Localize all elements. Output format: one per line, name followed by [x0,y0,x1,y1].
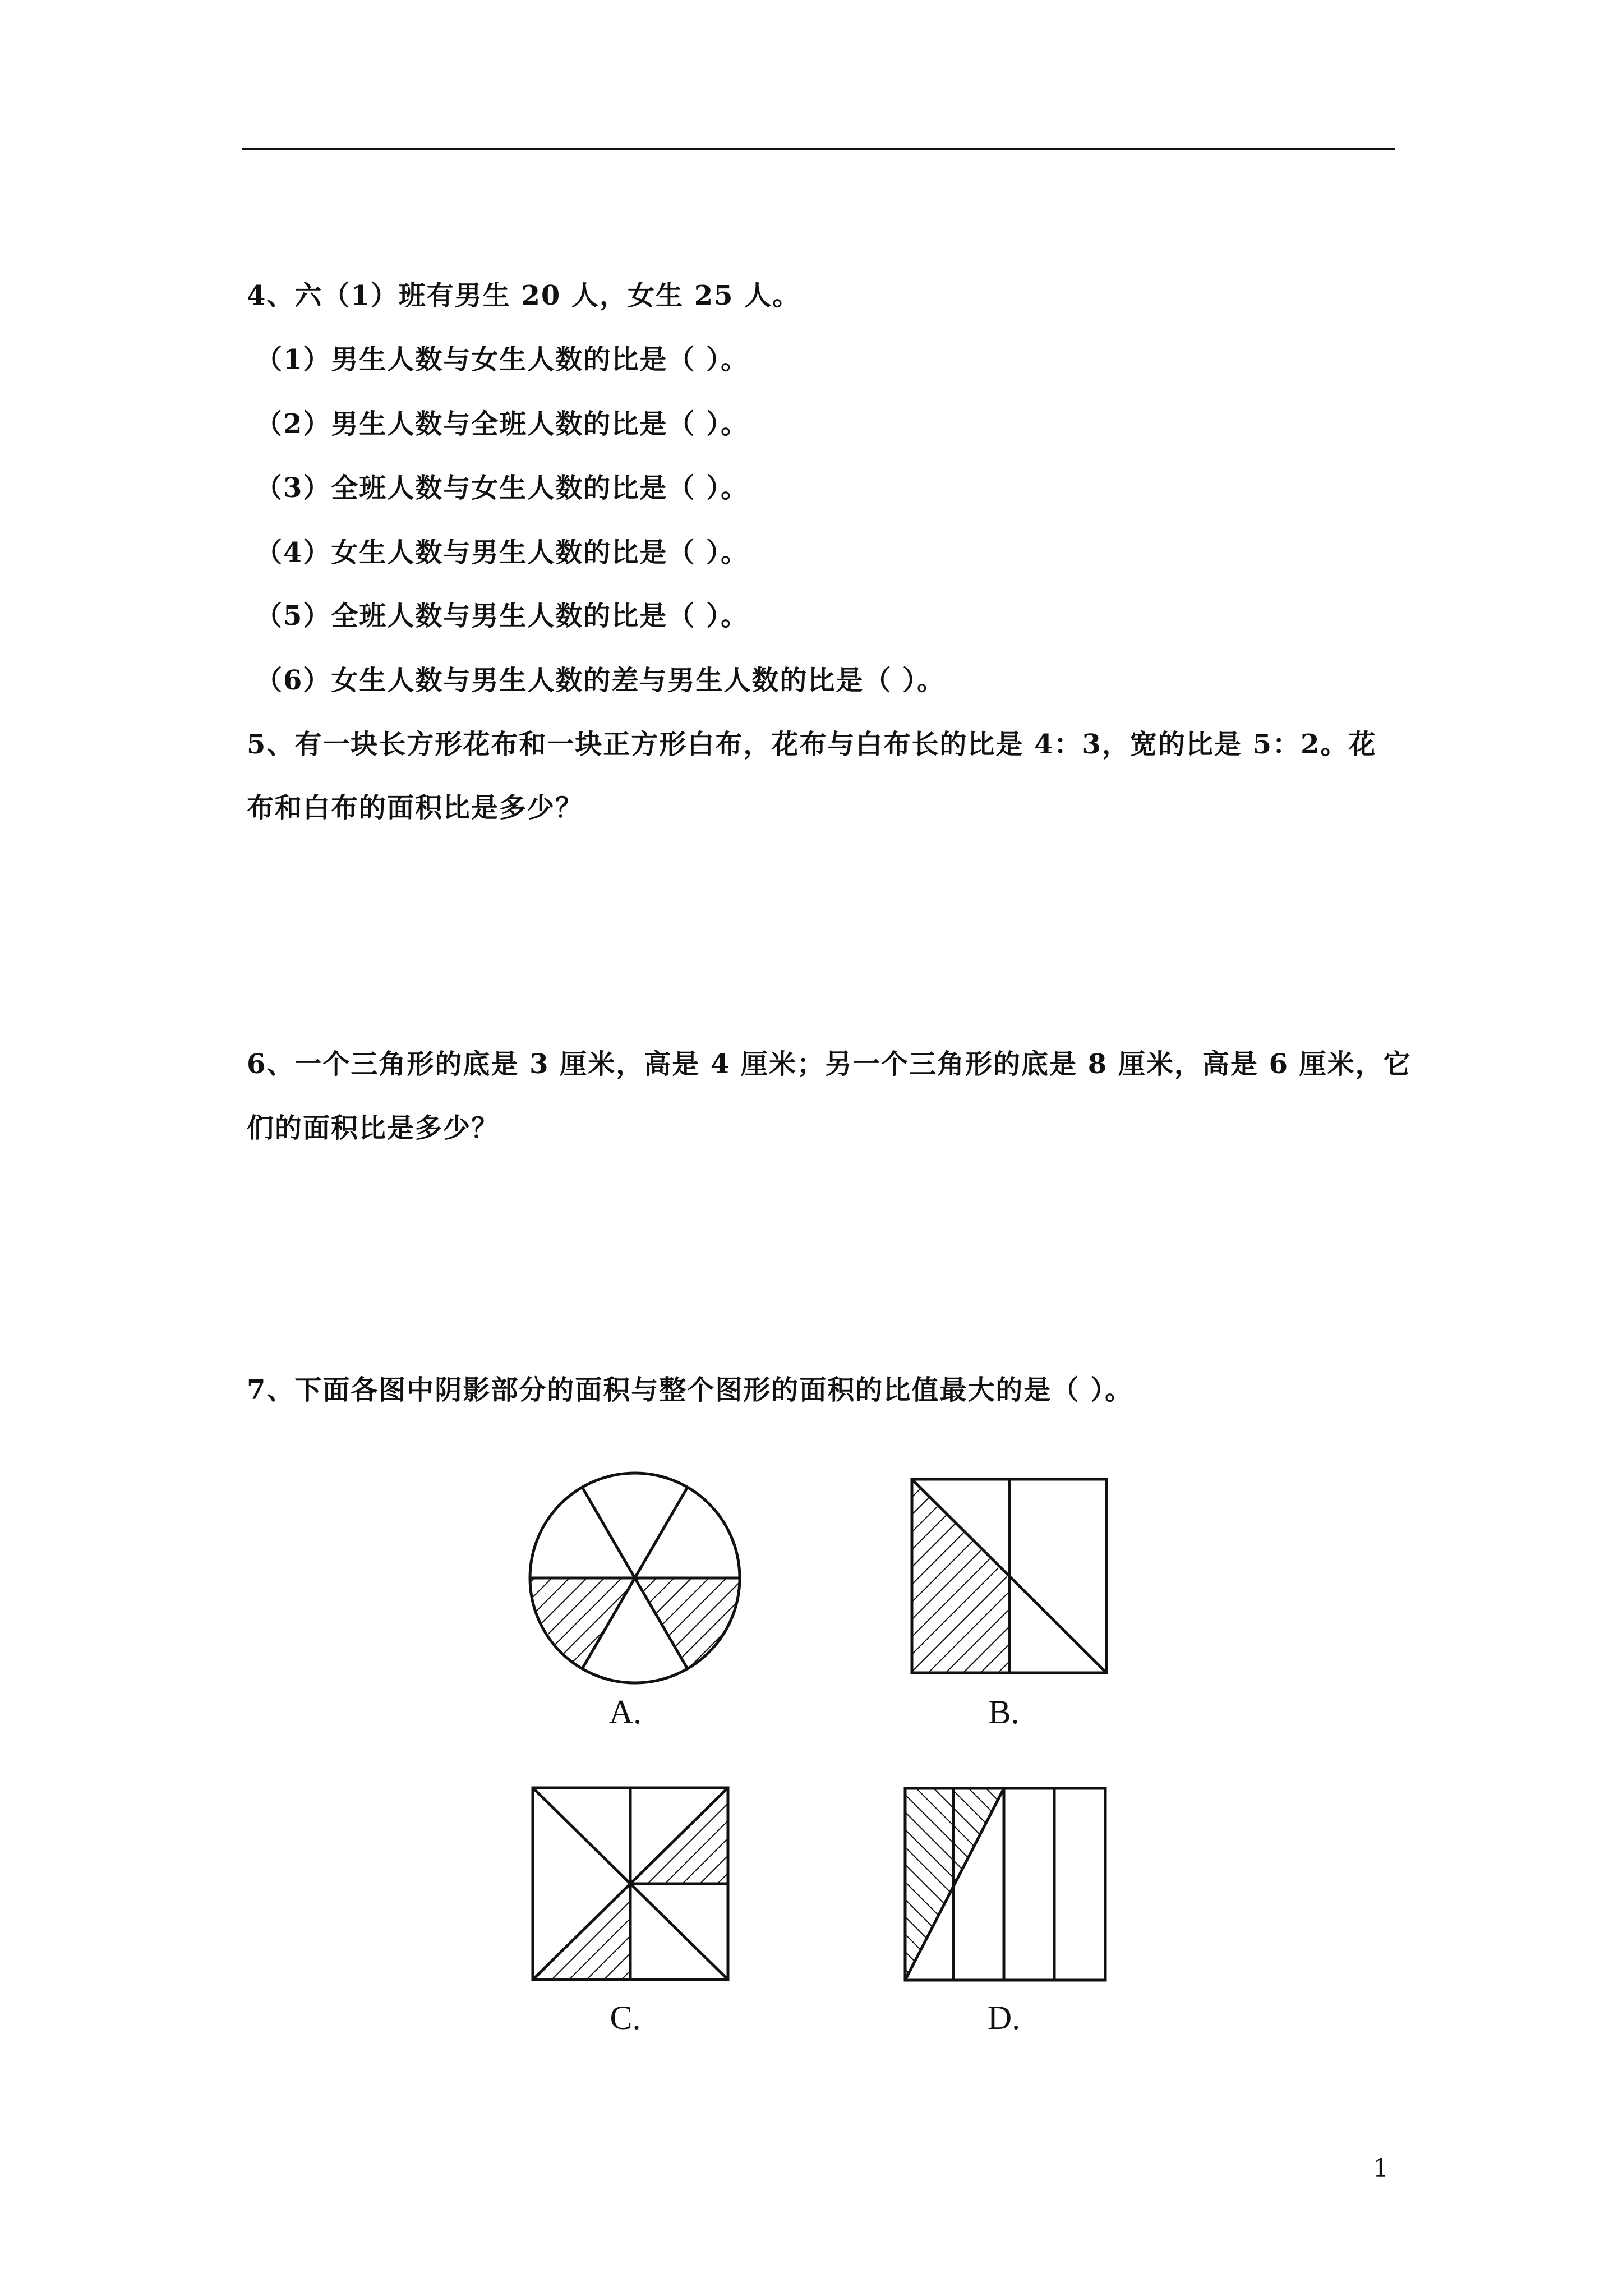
question-4-item-3: （3）全班人数与女生人数的比是（ ）。 [255,472,749,504]
figure-d-label: D. [987,1999,1021,2036]
figure-a-label: A. [608,1694,642,1731]
page-number: 1 [1373,2154,1389,2183]
question-4-item-1: （1）男生人数与女生人数的比是（ ）。 [255,344,749,375]
question-4-item-6: （6）女生人数与男生人数的差与男生人数的比是（ ）。 [255,665,946,696]
question-5-line-2: 布和白布的面积比是多少？ [247,792,584,823]
question-5-line-1: 5、有一块长方形花布和一块正方形白布，花布与白布长的比是 4：3，宽的比是 5：2。花 [247,729,1377,760]
figure-b-square [912,1479,1106,1673]
question-4-stem: 4、六（1）班有男生 20 人，女生 25 人。 [247,280,801,311]
question-6-line-1: 6、一个三角形的底是 3 厘米，高是 4 厘米；另一个三角形的底是 8 厘米，高是 6 厘米，它 [247,1048,1412,1080]
figure-d-rectangle [905,1788,1105,1980]
question-4-item-2: （2）男生人数与全班人数的比是（ ）。 [255,408,749,440]
question-7-stem: 7、下面各图中阴影部分的面积与整个图形的面积的比值最大的是（ ）。 [247,1374,1133,1406]
figure-c-label: C. [610,1999,641,2036]
figure-b-label: B. [988,1694,1020,1731]
figure-a-circle [530,1473,740,1683]
question-6-line-2: 们的面积比是多少？ [247,1112,500,1144]
figure-c-square [533,1788,728,1980]
question-4-item-5: （5）全班人数与男生人数的比是（ ）。 [255,600,749,632]
question-4-item-4: （4）女生人数与男生人数的比是（ ）。 [255,537,749,568]
